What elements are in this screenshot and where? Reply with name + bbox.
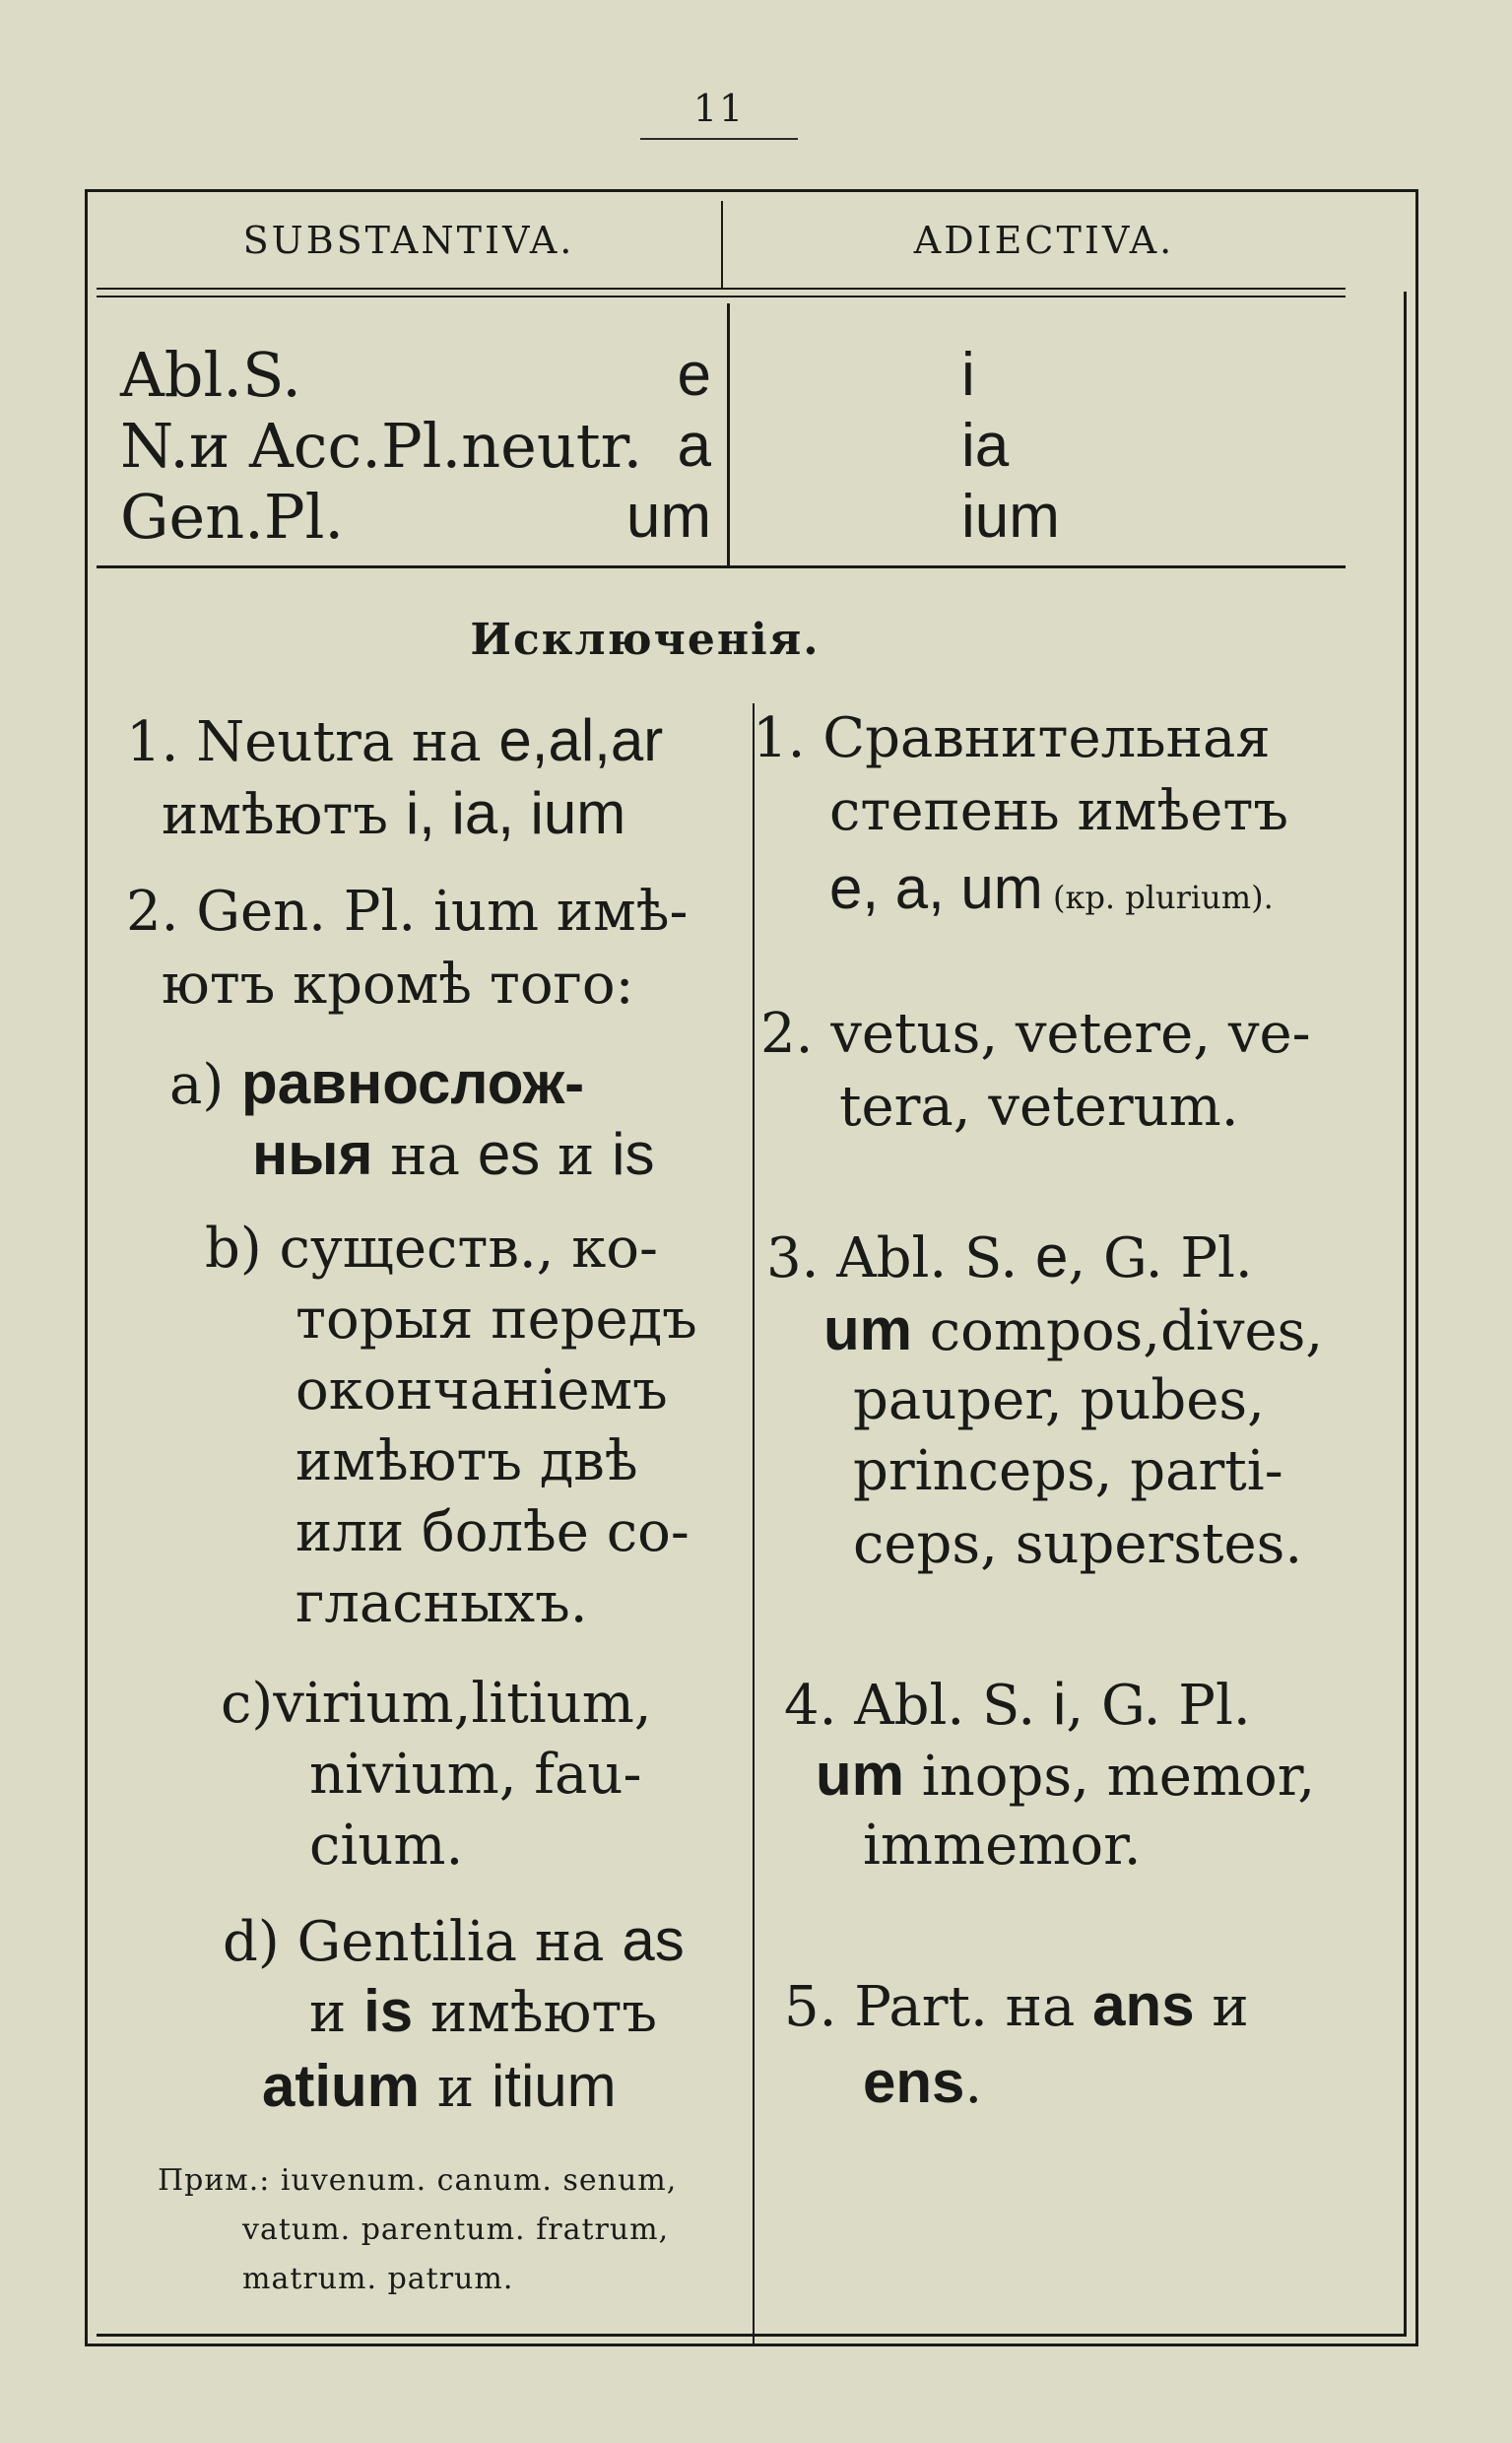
right-line: princeps, parti- xyxy=(853,1439,1283,1503)
right-line: ceps, superstes. xyxy=(853,1512,1303,1576)
right-line: ens. xyxy=(863,2049,983,2116)
ending-label: Gen.Pl. xyxy=(120,481,345,553)
right-line: um inops, memor, xyxy=(816,1742,1316,1809)
left-line: d) Gentilia на as xyxy=(223,1907,685,1974)
subst-ending: a xyxy=(677,412,711,480)
left-line: cium. xyxy=(309,1814,464,1878)
left-line: 2. Gen. Pl. ium имѣ- xyxy=(126,880,689,944)
page-number-rule xyxy=(640,138,798,140)
right-line: 2. vetus, vetere, ve- xyxy=(760,1002,1311,1066)
left-line: окончаніемъ xyxy=(296,1358,668,1422)
ending-label: Abl.S. xyxy=(120,339,301,411)
header-adiectiva: ADIECTIVA. xyxy=(913,219,1175,262)
adj-ending: ium xyxy=(961,483,1060,551)
page-number: 11 xyxy=(692,87,746,130)
right-line: tera, veterum. xyxy=(839,1075,1239,1139)
left-line: ныя на es и is xyxy=(252,1121,655,1188)
note-line: matrum. patrum. xyxy=(242,2262,514,2296)
left-line: 1. Neutra на e,al,ar xyxy=(126,707,664,774)
endings-divider xyxy=(727,303,730,567)
left-line: или болѣе со- xyxy=(296,1500,690,1564)
right-line: 1. Сравнительная xyxy=(753,706,1271,770)
right-line: um compos,dives, xyxy=(823,1296,1324,1363)
left-line: atium и itium xyxy=(262,2053,617,2120)
right-line: 4. Abl. S. i, G. Pl. xyxy=(784,1671,1251,1738)
header-divider xyxy=(721,201,723,288)
right-line: pauper, pubes, xyxy=(853,1368,1265,1432)
adj-ending: i xyxy=(961,341,975,409)
right-line: 3. Abl. S. e, G. Pl. xyxy=(766,1223,1253,1290)
left-line: и is имѣютъ xyxy=(309,1978,657,2045)
header-rule-top xyxy=(97,288,1346,290)
subst-ending: um xyxy=(625,483,711,551)
subst-ending: e xyxy=(677,341,711,409)
header-substantiva: SUBSTANTIVA. xyxy=(242,219,575,262)
endings-rule xyxy=(97,565,1346,568)
left-line: торыя передъ xyxy=(296,1288,697,1352)
left-line: имѣютъ i, ia, ium xyxy=(162,780,626,847)
left-line: a) равнослож- xyxy=(169,1050,585,1117)
exceptions-title: Исключенія. xyxy=(470,615,821,665)
left-line: c)virium,litium, xyxy=(221,1672,652,1736)
left-line: b) существ., ко- xyxy=(205,1217,658,1281)
left-line: nivium, fau- xyxy=(309,1743,642,1807)
right-line: e, a, um (кр. plurium). xyxy=(829,855,1274,921)
ending-label: N.и Acc.Pl.neutr. xyxy=(120,410,643,482)
left-line: имѣютъ двѣ xyxy=(296,1429,638,1493)
right-line: степень имѣетъ xyxy=(829,779,1288,843)
header-rule-bottom xyxy=(97,296,1346,297)
note-line: vatum. parentum. fratrum, xyxy=(242,2212,670,2247)
left-line: ютъ кромѣ того: xyxy=(162,953,634,1017)
column-divider xyxy=(753,703,755,2344)
right-line: 5. Part. на ans и xyxy=(784,1972,1249,2039)
adj-ending: ia xyxy=(961,412,1010,480)
note-line: Прим.: iuvenum. canum. senum, xyxy=(158,2163,678,2198)
left-line: гласныхъ. xyxy=(296,1571,588,1635)
right-line: immemor. xyxy=(863,1814,1142,1878)
